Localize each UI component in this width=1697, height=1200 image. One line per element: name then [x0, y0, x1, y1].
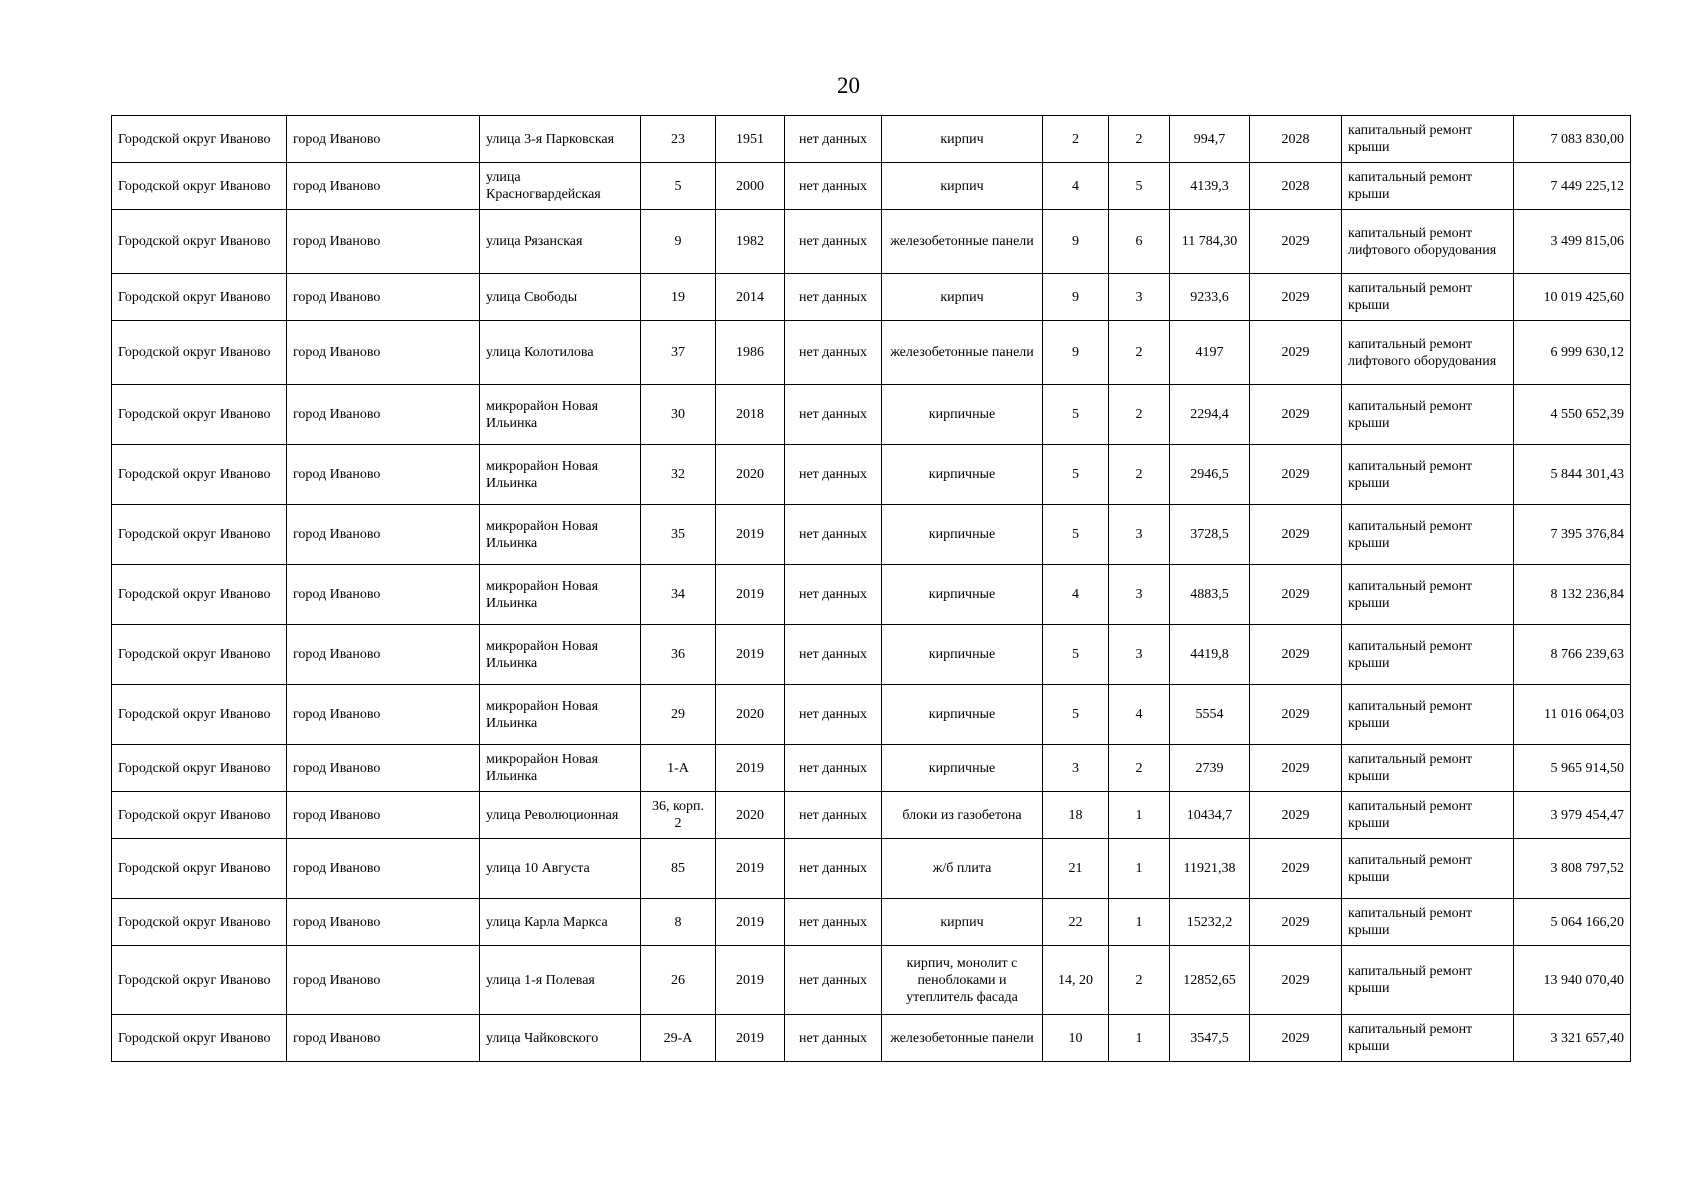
build-year-cell: 2019 — [716, 899, 785, 946]
cost-cell: 13 940 070,40 — [1514, 946, 1631, 1015]
work-type-cell: капитальный ремонт крыши — [1342, 274, 1514, 321]
build-year-cell: 2020 — [716, 792, 785, 839]
work-type-cell: капитальный ремонт крыши — [1342, 745, 1514, 792]
wall-material-cell: железобетонные панели — [882, 1015, 1043, 1062]
area-cell: 994,7 — [1170, 116, 1250, 163]
municipality-cell: Городской округ Иваново — [112, 1015, 287, 1062]
floors-cell: 5 — [1043, 445, 1109, 505]
area-cell: 2946,5 — [1170, 445, 1250, 505]
work-type-cell: капитальный ремонт крыши — [1342, 685, 1514, 745]
floors-cell: 21 — [1043, 839, 1109, 899]
settlement-cell: город Иваново — [287, 210, 480, 274]
wall-material-cell: ж/б плита — [882, 839, 1043, 899]
area-cell: 4197 — [1170, 321, 1250, 385]
build-year-cell: 2019 — [716, 505, 785, 565]
entrances-cell: 2 — [1109, 321, 1170, 385]
municipality-cell: Городской округ Иваново — [112, 445, 287, 505]
table-row — [112, 745, 1631, 792]
municipality-cell: Городской округ Иваново — [112, 745, 287, 792]
street-cell: микрорайон Новая Ильинка — [480, 565, 641, 625]
entrances-cell: 1 — [1109, 899, 1170, 946]
build-year-cell: 2014 — [716, 274, 785, 321]
wall-material-cell: кирпичные — [882, 565, 1043, 625]
cost-cell: 4 550 652,39 — [1514, 385, 1631, 445]
floors-cell: 9 — [1043, 274, 1109, 321]
planned-year-cell: 2029 — [1250, 505, 1342, 565]
floors-cell: 4 — [1043, 565, 1109, 625]
entrances-cell: 1 — [1109, 792, 1170, 839]
area-cell: 2739 — [1170, 745, 1250, 792]
municipality-cell: Городской округ Иваново — [112, 210, 287, 274]
floors-cell: 5 — [1043, 385, 1109, 445]
street-cell: микрорайон Новая Ильинка — [480, 685, 641, 745]
build-year-cell: 2019 — [716, 745, 785, 792]
build-year-cell: 2019 — [716, 1015, 785, 1062]
settlement-cell: город Иваново — [287, 163, 480, 210]
house-number-cell: 34 — [641, 565, 716, 625]
entrances-cell: 3 — [1109, 274, 1170, 321]
planned-year-cell: 2029 — [1250, 210, 1342, 274]
cost-cell: 3 979 454,47 — [1514, 792, 1631, 839]
planned-year-cell: 2029 — [1250, 745, 1342, 792]
entrances-cell: 2 — [1109, 745, 1170, 792]
commissioning-cell: нет данных — [785, 163, 882, 210]
wall-material-cell: кирпич, монолит с пеноблоками и утеплитель фасада — [882, 946, 1043, 1015]
table-row — [112, 625, 1631, 685]
build-year-cell: 2000 — [716, 163, 785, 210]
cost-cell: 7 449 225,12 — [1514, 163, 1631, 210]
entrances-cell: 2 — [1109, 385, 1170, 445]
table-row — [112, 321, 1631, 385]
table-row — [112, 899, 1631, 946]
floors-cell: 10 — [1043, 1015, 1109, 1062]
settlement-cell: город Иваново — [287, 685, 480, 745]
build-year-cell: 1986 — [716, 321, 785, 385]
commissioning-cell: нет данных — [785, 792, 882, 839]
settlement-cell: город Иваново — [287, 839, 480, 899]
floors-cell: 5 — [1043, 505, 1109, 565]
house-number-cell: 37 — [641, 321, 716, 385]
street-cell: улица Красногвардейская — [480, 163, 641, 210]
municipality-cell: Городской округ Иваново — [112, 839, 287, 899]
table-row — [112, 565, 1631, 625]
municipality-cell: Городской округ Иваново — [112, 792, 287, 839]
house-number-cell: 9 — [641, 210, 716, 274]
area-cell: 12852,65 — [1170, 946, 1250, 1015]
house-number-cell: 5 — [641, 163, 716, 210]
table-row — [112, 116, 1631, 163]
planned-year-cell: 2029 — [1250, 792, 1342, 839]
area-cell: 11921,38 — [1170, 839, 1250, 899]
work-type-cell: капитальный ремонт крыши — [1342, 445, 1514, 505]
house-number-cell: 32 — [641, 445, 716, 505]
cost-cell: 3 808 797,52 — [1514, 839, 1631, 899]
planned-year-cell: 2029 — [1250, 899, 1342, 946]
area-cell: 4419,8 — [1170, 625, 1250, 685]
floors-cell: 4 — [1043, 163, 1109, 210]
house-number-cell: 19 — [641, 274, 716, 321]
settlement-cell: город Иваново — [287, 899, 480, 946]
floors-cell: 14, 20 — [1043, 946, 1109, 1015]
settlement-cell: город Иваново — [287, 385, 480, 445]
entrances-cell: 3 — [1109, 565, 1170, 625]
wall-material-cell: кирпичные — [882, 745, 1043, 792]
work-type-cell: капитальный ремонт крыши — [1342, 839, 1514, 899]
entrances-cell: 3 — [1109, 505, 1170, 565]
street-cell: улица 3-я Парковская — [480, 116, 641, 163]
cost-cell: 8 766 239,63 — [1514, 625, 1631, 685]
cost-cell: 8 132 236,84 — [1514, 565, 1631, 625]
street-cell: улица Свободы — [480, 274, 641, 321]
house-number-cell: 36 — [641, 625, 716, 685]
municipality-cell: Городской округ Иваново — [112, 565, 287, 625]
planned-year-cell: 2028 — [1250, 116, 1342, 163]
entrances-cell: 4 — [1109, 685, 1170, 745]
area-cell: 3547,5 — [1170, 1015, 1250, 1062]
work-type-cell: капитальный ремонт лифтового оборудования — [1342, 321, 1514, 385]
planned-year-cell: 2028 — [1250, 163, 1342, 210]
wall-material-cell: блоки из газобетона — [882, 792, 1043, 839]
street-cell: улица Колотилова — [480, 321, 641, 385]
settlement-cell: город Иваново — [287, 505, 480, 565]
commissioning-cell: нет данных — [785, 899, 882, 946]
street-cell: микрорайон Новая Ильинка — [480, 445, 641, 505]
work-type-cell: капитальный ремонт крыши — [1342, 116, 1514, 163]
entrances-cell: 6 — [1109, 210, 1170, 274]
build-year-cell: 2019 — [716, 565, 785, 625]
cost-cell: 7 395 376,84 — [1514, 505, 1631, 565]
house-number-cell: 23 — [641, 116, 716, 163]
street-cell: улица Рязанская — [480, 210, 641, 274]
municipality-cell: Городской округ Иваново — [112, 685, 287, 745]
house-number-cell: 29-А — [641, 1015, 716, 1062]
cost-cell: 5 064 166,20 — [1514, 899, 1631, 946]
commissioning-cell: нет данных — [785, 565, 882, 625]
house-number-cell: 30 — [641, 385, 716, 445]
commissioning-cell: нет данных — [785, 210, 882, 274]
floors-cell: 5 — [1043, 685, 1109, 745]
planned-year-cell: 2029 — [1250, 445, 1342, 505]
cost-cell: 3 321 657,40 — [1514, 1015, 1631, 1062]
table-row — [112, 685, 1631, 745]
wall-material-cell: кирпич — [882, 899, 1043, 946]
commissioning-cell: нет данных — [785, 321, 882, 385]
work-type-cell: капитальный ремонт крыши — [1342, 946, 1514, 1015]
build-year-cell: 2020 — [716, 445, 785, 505]
work-type-cell: капитальный ремонт крыши — [1342, 899, 1514, 946]
settlement-cell: город Иваново — [287, 1015, 480, 1062]
entrances-cell: 2 — [1109, 445, 1170, 505]
settlement-cell: город Иваново — [287, 946, 480, 1015]
planned-year-cell: 2029 — [1250, 385, 1342, 445]
build-year-cell: 2019 — [716, 839, 785, 899]
housing-repair-table — [111, 115, 1631, 1062]
table-row — [112, 385, 1631, 445]
cost-cell: 11 016 064,03 — [1514, 685, 1631, 745]
cost-cell: 10 019 425,60 — [1514, 274, 1631, 321]
page-number: 20 — [837, 73, 860, 98]
work-type-cell: капитальный ремонт крыши — [1342, 163, 1514, 210]
planned-year-cell: 2029 — [1250, 946, 1342, 1015]
commissioning-cell: нет данных — [785, 505, 882, 565]
house-number-cell: 85 — [641, 839, 716, 899]
cost-cell: 5 965 914,50 — [1514, 745, 1631, 792]
table-row — [112, 445, 1631, 505]
planned-year-cell: 2029 — [1250, 1015, 1342, 1062]
municipality-cell: Городской округ Иваново — [112, 116, 287, 163]
table-row — [112, 792, 1631, 839]
table-row — [112, 210, 1631, 274]
house-number-cell: 26 — [641, 946, 716, 1015]
street-cell: микрорайон Новая Ильинка — [480, 625, 641, 685]
house-number-cell: 8 — [641, 899, 716, 946]
floors-cell: 2 — [1043, 116, 1109, 163]
wall-material-cell: железобетонные панели — [882, 210, 1043, 274]
work-type-cell: капитальный ремонт крыши — [1342, 385, 1514, 445]
settlement-cell: город Иваново — [287, 565, 480, 625]
wall-material-cell: кирпичные — [882, 625, 1043, 685]
planned-year-cell: 2029 — [1250, 274, 1342, 321]
cost-cell: 3 499 815,06 — [1514, 210, 1631, 274]
entrances-cell: 2 — [1109, 946, 1170, 1015]
entrances-cell: 1 — [1109, 1015, 1170, 1062]
build-year-cell: 2018 — [716, 385, 785, 445]
area-cell: 4139,3 — [1170, 163, 1250, 210]
commissioning-cell: нет данных — [785, 839, 882, 899]
house-number-cell: 1-А — [641, 745, 716, 792]
build-year-cell: 2019 — [716, 625, 785, 685]
work-type-cell: капитальный ремонт лифтового оборудования — [1342, 210, 1514, 274]
floors-cell: 18 — [1043, 792, 1109, 839]
settlement-cell: город Иваново — [287, 745, 480, 792]
table-row — [112, 274, 1631, 321]
municipality-cell: Городской округ Иваново — [112, 505, 287, 565]
municipality-cell: Городской округ Иваново — [112, 274, 287, 321]
area-cell: 10434,7 — [1170, 792, 1250, 839]
area-cell: 3728,5 — [1170, 505, 1250, 565]
municipality-cell: Городской округ Иваново — [112, 625, 287, 685]
table-row — [112, 163, 1631, 210]
house-number-cell: 29 — [641, 685, 716, 745]
municipality-cell: Городской округ Иваново — [112, 163, 287, 210]
planned-year-cell: 2029 — [1250, 321, 1342, 385]
municipality-cell: Городской округ Иваново — [112, 899, 287, 946]
build-year-cell: 2019 — [716, 946, 785, 1015]
planned-year-cell: 2029 — [1250, 839, 1342, 899]
area-cell: 11 784,30 — [1170, 210, 1250, 274]
cost-cell: 7 083 830,00 — [1514, 116, 1631, 163]
entrances-cell: 3 — [1109, 625, 1170, 685]
street-cell: улица Чайковского — [480, 1015, 641, 1062]
table-row — [112, 1015, 1631, 1062]
work-type-cell: капитальный ремонт крыши — [1342, 1015, 1514, 1062]
table-row — [112, 946, 1631, 1015]
floors-cell: 3 — [1043, 745, 1109, 792]
wall-material-cell: кирпичные — [882, 385, 1043, 445]
commissioning-cell: нет данных — [785, 274, 882, 321]
settlement-cell: город Иваново — [287, 792, 480, 839]
area-cell: 4883,5 — [1170, 565, 1250, 625]
wall-material-cell: кирпич — [882, 274, 1043, 321]
work-type-cell: капитальный ремонт крыши — [1342, 505, 1514, 565]
street-cell: микрорайон Новая Ильинка — [480, 745, 641, 792]
work-type-cell: капитальный ремонт крыши — [1342, 565, 1514, 625]
wall-material-cell: железобетонные панели — [882, 321, 1043, 385]
commissioning-cell: нет данных — [785, 745, 882, 792]
work-type-cell: капитальный ремонт крыши — [1342, 625, 1514, 685]
entrances-cell: 5 — [1109, 163, 1170, 210]
floors-cell: 9 — [1043, 321, 1109, 385]
floors-cell: 5 — [1043, 625, 1109, 685]
municipality-cell: Городской округ Иваново — [112, 321, 287, 385]
floors-cell: 9 — [1043, 210, 1109, 274]
table-row — [112, 839, 1631, 899]
commissioning-cell: нет данных — [785, 445, 882, 505]
street-cell: микрорайон Новая Ильинка — [480, 385, 641, 445]
street-cell: улица Революционная — [480, 792, 641, 839]
work-type-cell: капитальный ремонт крыши — [1342, 792, 1514, 839]
planned-year-cell: 2029 — [1250, 625, 1342, 685]
commissioning-cell: нет данных — [785, 116, 882, 163]
build-year-cell: 2020 — [716, 685, 785, 745]
build-year-cell: 1982 — [716, 210, 785, 274]
wall-material-cell: кирпичные — [882, 445, 1043, 505]
street-cell: улица 1-я Полевая — [480, 946, 641, 1015]
municipality-cell: Городской округ Иваново — [112, 946, 287, 1015]
commissioning-cell: нет данных — [785, 385, 882, 445]
commissioning-cell: нет данных — [785, 685, 882, 745]
wall-material-cell: кирпичные — [882, 505, 1043, 565]
area-cell: 2294,4 — [1170, 385, 1250, 445]
table-row — [112, 505, 1631, 565]
planned-year-cell: 2029 — [1250, 565, 1342, 625]
area-cell: 15232,2 — [1170, 899, 1250, 946]
area-cell: 9233,6 — [1170, 274, 1250, 321]
wall-material-cell: кирпич — [882, 163, 1043, 210]
commissioning-cell: нет данных — [785, 946, 882, 1015]
settlement-cell: город Иваново — [287, 625, 480, 685]
settlement-cell: город Иваново — [287, 321, 480, 385]
house-number-cell: 35 — [641, 505, 716, 565]
build-year-cell: 1951 — [716, 116, 785, 163]
street-cell: микрорайон Новая Ильинка — [480, 505, 641, 565]
entrances-cell: 1 — [1109, 839, 1170, 899]
settlement-cell: город Иваново — [287, 116, 480, 163]
table-body — [112, 116, 1631, 1062]
street-cell: улица 10 Августа — [480, 839, 641, 899]
street-cell: улица Карла Маркса — [480, 899, 641, 946]
area-cell: 5554 — [1170, 685, 1250, 745]
commissioning-cell: нет данных — [785, 1015, 882, 1062]
wall-material-cell: кирпичные — [882, 685, 1043, 745]
municipality-cell: Городской округ Иваново — [112, 385, 287, 445]
settlement-cell: город Иваново — [287, 445, 480, 505]
settlement-cell: город Иваново — [287, 274, 480, 321]
house-number-cell: 36, корп. 2 — [641, 792, 716, 839]
entrances-cell: 2 — [1109, 116, 1170, 163]
cost-cell: 6 999 630,12 — [1514, 321, 1631, 385]
planned-year-cell: 2029 — [1250, 685, 1342, 745]
cost-cell: 5 844 301,43 — [1514, 445, 1631, 505]
wall-material-cell: кирпич — [882, 116, 1043, 163]
floors-cell: 22 — [1043, 899, 1109, 946]
commissioning-cell: нет данных — [785, 625, 882, 685]
